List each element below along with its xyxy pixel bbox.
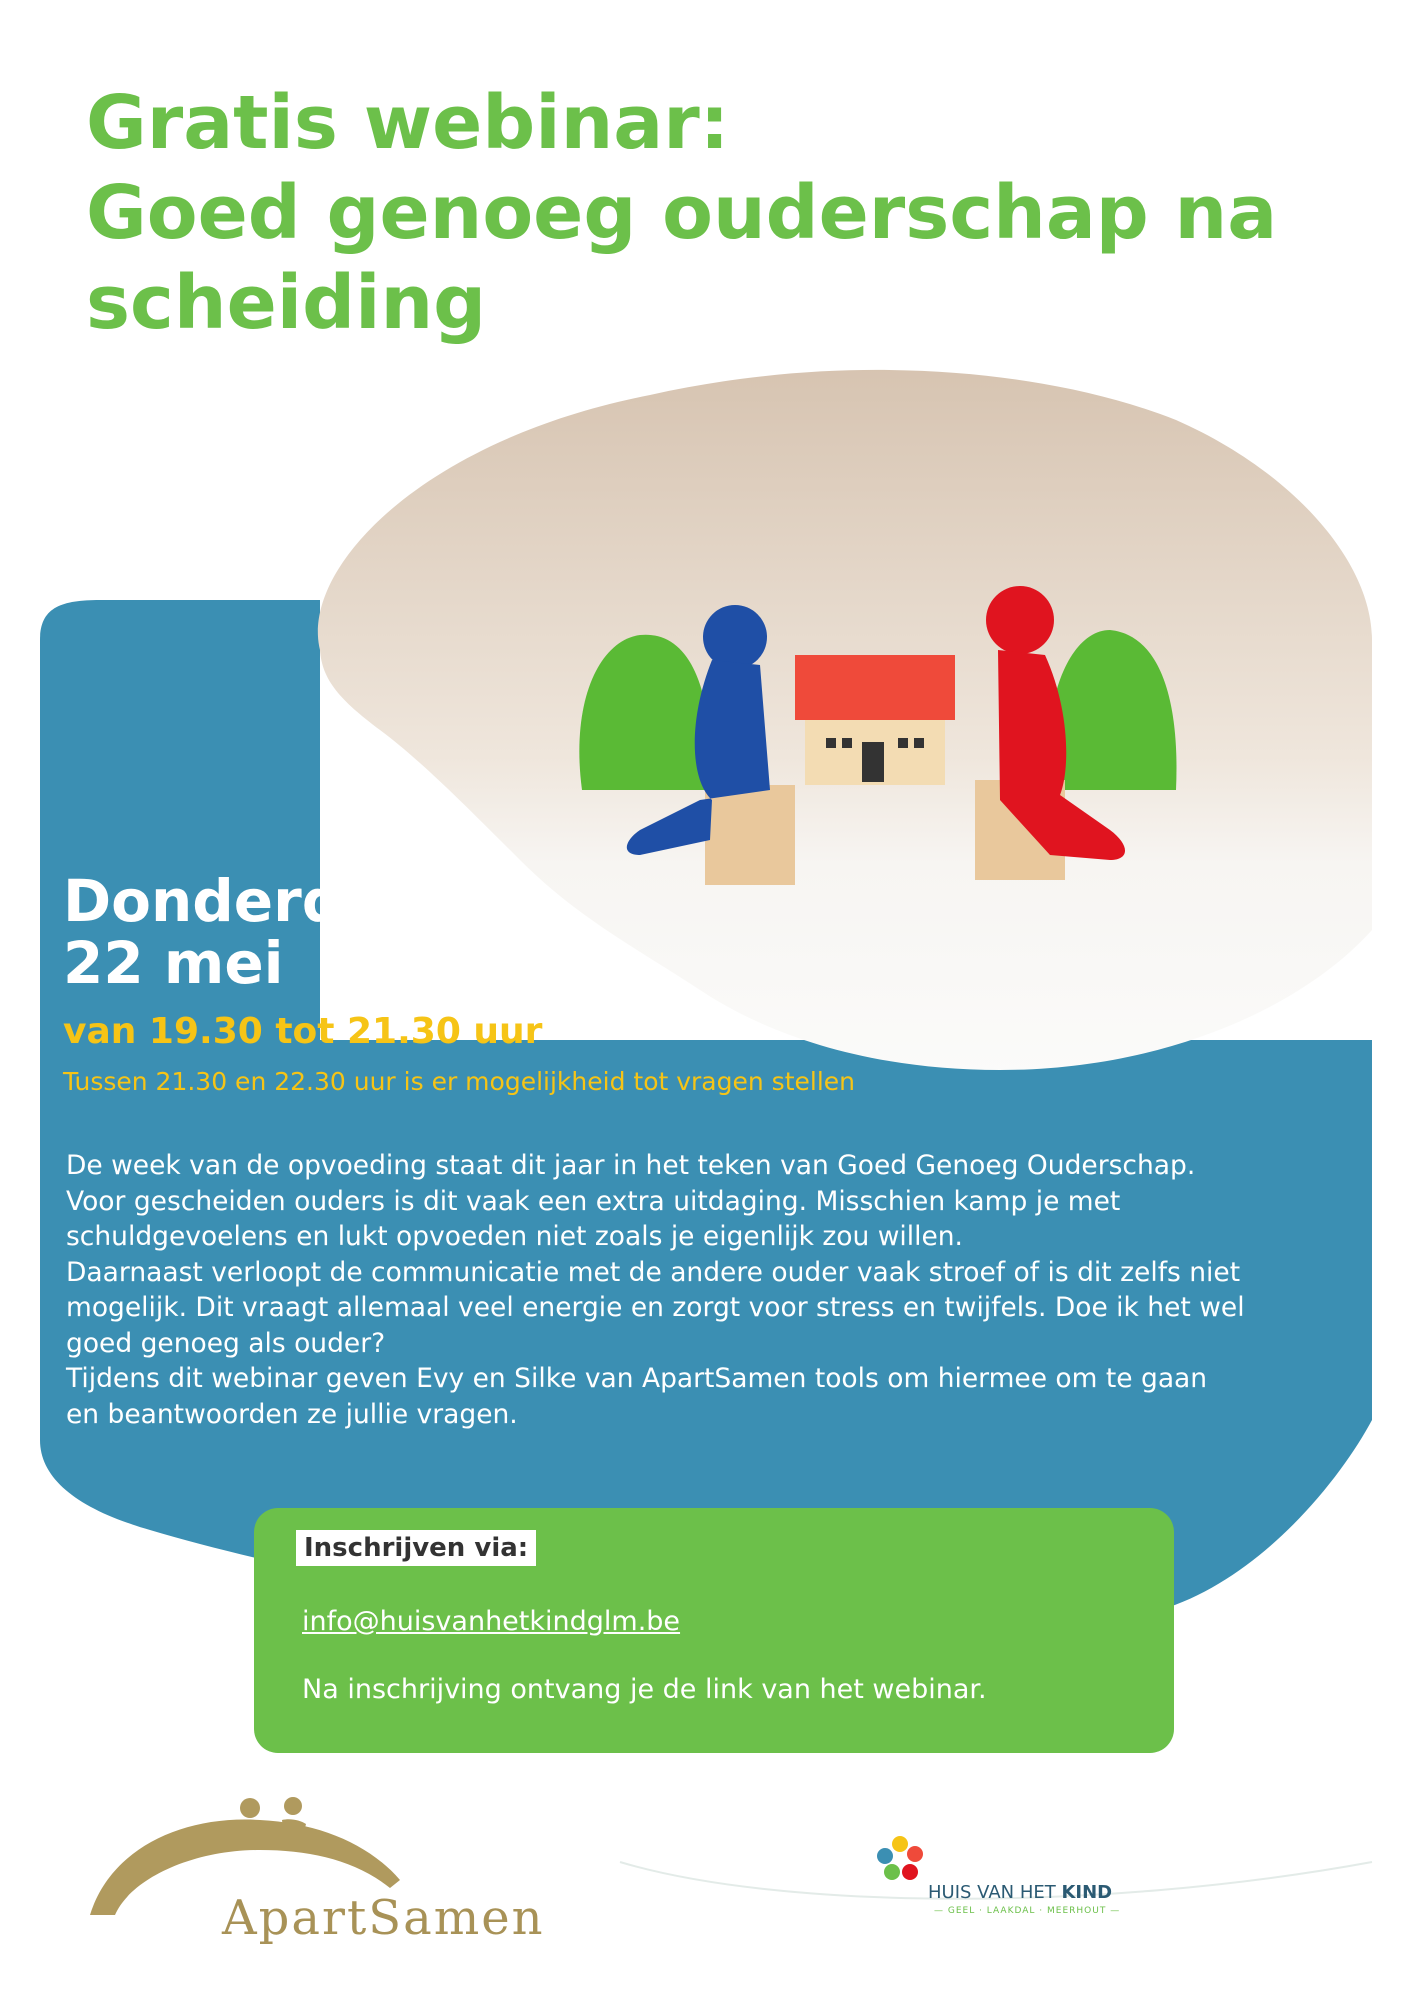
registration-box bbox=[254, 1508, 1174, 1753]
event-time: van 19.30 tot 21.30 uur bbox=[63, 1011, 543, 1052]
huis-name-bold: KIND bbox=[1061, 1882, 1113, 1903]
description-paragraph: Daarnaast verloopt de communicatie met de andere ouder vaak stroef of is dit zelfs niet mogelijk. Dit vraagt allemaal veel energie en zorgt voor stress en twijfels. Doe ik het wel goed genoeg als ouder? bbox=[66, 1256, 1245, 1359]
title-line-2: Goed genoeg ouderschap na bbox=[86, 170, 1278, 256]
photo-wooden-figures bbox=[300, 360, 1380, 1080]
description-paragraph: Tijdens dit webinar geven Evy en Silke van ApartSamen tools om hiermee om te gaan en beantwoorden ze jullie vragen. bbox=[66, 1363, 1208, 1430]
registration-email-link[interactable]: info@huisvanhetkindglm.be bbox=[302, 1606, 681, 1637]
title-line-1: Gratis webinar: bbox=[86, 80, 730, 166]
event-date bbox=[63, 867, 424, 997]
event-day: Donderdag bbox=[63, 867, 424, 935]
registration-label: Inschrijven via: bbox=[296, 1530, 536, 1566]
apartsamen-logo-text: ApartSamen bbox=[222, 1890, 545, 1946]
title-line-3: scheiding bbox=[86, 260, 487, 346]
huis-name-main: HUIS VAN HET bbox=[928, 1882, 1056, 1903]
event-date-value: 22 mei bbox=[63, 929, 284, 997]
huis-van-het-kind-name bbox=[928, 1882, 1112, 1903]
description-paragraph: De week van de opvoeding staat dit jaar in het teken van Goed Genoeg Ouderschap. Voor gescheiden ouders is dit vaak een extra uitdaging. Misschien kamp je met schuldgevoelens en lukt opvoeden niet zoals je eigenlijk zou willen. bbox=[66, 1150, 1196, 1252]
huis-van-het-kind-logo-icon bbox=[870, 1830, 930, 1890]
registration-note: Na inschrijving ontvang je de link van het webinar. bbox=[302, 1674, 987, 1705]
description bbox=[66, 1148, 1246, 1432]
qa-note: Tussen 21.30 en 22.30 uur is er mogelijkheid tot vragen stellen bbox=[63, 1067, 855, 1096]
huis-van-het-kind-locations: — GEEL · LAAKDAL · MEERHOUT — bbox=[934, 1906, 1121, 1916]
